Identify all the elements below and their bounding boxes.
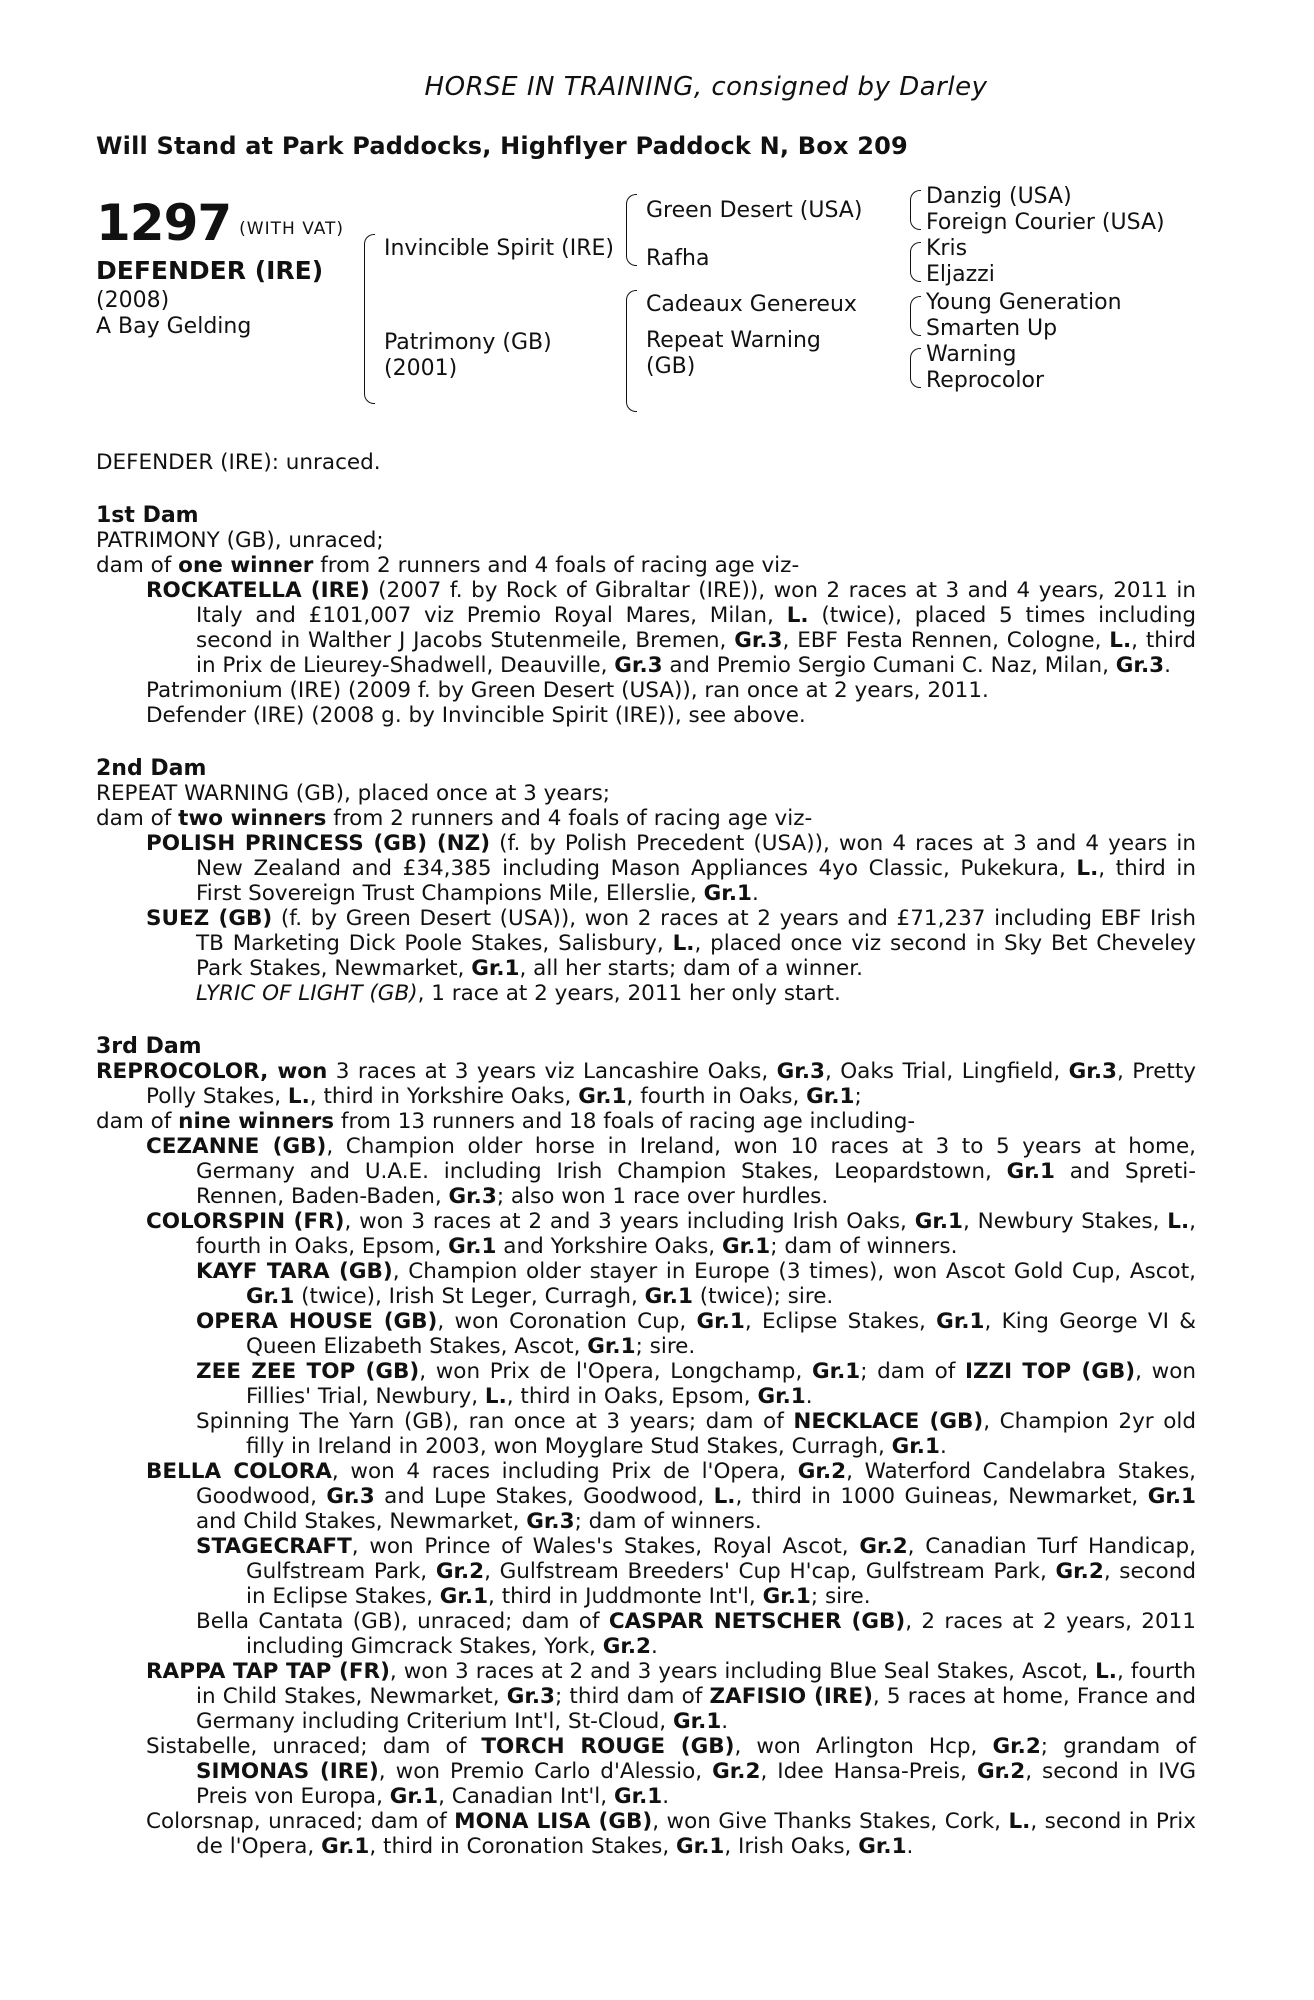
dam-dam-line2: (GB) (646, 354, 696, 379)
dam-summary: REPROCOLOR, won 3 races at 3 years viz Lancashire Oaks, Gr.3, Oaks Trial, Lingfield, Gr.3, Pretty Polly Stakes, L., third in Yorkshire Oaks, Gr.1, fourth in Oaks, Gr.1; (96, 1059, 1197, 1109)
sire: Invincible Spirit (IRE) (384, 236, 614, 261)
produce-entry: Bella Cantata (GB), unraced; dam of CASPAR NETSCHER (GB), 2 races at 2 years, 2011 including Gimcrack Stakes, York, Gr.2. (196, 1609, 1196, 1659)
bracket-gg2 (910, 242, 921, 282)
produce-entry: POLISH PRINCESS (GB) (NZ) (f. by Polish Precedent (USA)), won 4 races at 3 and 4 years in New Zealand and £34,385 including Mason Appliances 4yo Classic, Pukekura, L., third in First Sovereign Trust Champions Mile, Ellerslie, Gr.1. (146, 831, 1196, 906)
horse-name: DEFENDER (IRE) (96, 256, 324, 285)
produce-summary: dam of nine winners from 13 runners and 18 foals of racing age including- (96, 1109, 916, 1134)
produce-entry: ZEE ZEE TOP (GB), won Prix de l'Opera, Longchamp, Gr.1; dam of IZZI TOP (GB), won Fillies' Trial, Newbury, L., third in Oaks, Epsom, Gr.1. (196, 1359, 1196, 1409)
ggp-8: Reprocolor (926, 368, 1044, 393)
produce-entry: LYRIC OF LIGHT (GB), 1 race at 2 years, 2011 her only start. (196, 981, 841, 1006)
produce-entry: COLORSPIN (FR), won 3 races at 2 and 3 years including Irish Oaks, Gr.1, Newbury Stakes, L., fourth in Oaks, Epsom, Gr.1 and Yorkshire Oaks, Gr.1; dam of winners. (146, 1209, 1197, 1259)
page-header: HORSE IN TRAINING, consigned by Darley (424, 72, 988, 102)
sire-dam: Rafha (646, 246, 710, 271)
dam-summary: REPEAT WARNING (GB), placed once at 3 years; (96, 781, 611, 806)
produce-entry: Defender (IRE) (2008 g. by Invincible Spirit (IRE)), see above. (146, 703, 806, 728)
sire-sire: Green Desert (USA) (646, 198, 863, 223)
lot-number: 1297 (96, 194, 232, 252)
produce-entry: CEZANNE (GB), Champion older horse in Ireland, won 10 races at 3 to 5 years at home, Germany and U.A.E. including Irish Champion Stakes, Leopardstown, Gr.1 and Spreti-Rennen, Baden-Baden, Gr.3; also won 1 race over hurdles. (146, 1134, 1197, 1209)
ggp-7: Warning (926, 342, 1017, 367)
produce-entry: ROCKATELLA (IRE) (2007 f. by Rock of Gibraltar (IRE)), won 2 races at 3 and 4 years, 2011 in Italy and £101,007 viz Premio Royal Mares, Milan, L. (twice), placed 5 times including second in Walther J Jacobs Stutenmeile, Bremen, Gr.3, EBF Festa Rennen, Cologne, L., third in Prix de Lieurey-Shadwell, Deauville, Gr.3 and Premio Sergio Cumani C. Naz, Milan, Gr.3. (146, 578, 1196, 678)
bracket-gg1 (910, 190, 921, 230)
third-dam-section (96, 1034, 1196, 1859)
horse-description: A Bay Gelding (96, 314, 252, 339)
section-heading: 1st Dam (96, 503, 199, 528)
dam-dam-line1: Repeat Warning (646, 328, 821, 353)
first-dam-section (96, 503, 1196, 728)
ggp-2: Foreign Courier (USA) (926, 210, 1165, 235)
produce-summary: dam of two winners from 2 runners and 4 foals of racing age viz- (96, 806, 813, 831)
ggp-5: Young Generation (926, 290, 1122, 315)
stand-location: Will Stand at Park Paddocks, Highflyer Paddock N, Box 209 (96, 132, 908, 160)
bracket-gg3 (910, 296, 921, 336)
bracket-sire (626, 194, 637, 266)
ggp-6: Smarten Up (926, 316, 1058, 341)
produce-entry: KAYF TARA (GB), Champion older stayer in Europe (3 times), won Ascot Gold Cup, Ascot, Gr.1 (twice), Irish St Leger, Curragh, Gr.1 (twice); sire. (196, 1259, 1196, 1309)
bracket-gg4 (910, 348, 921, 388)
dam-sire: Cadeaux Genereux (646, 292, 857, 317)
dam-year: (2001) (384, 356, 458, 381)
produce-entry: STAGECRAFT, won Prince of Wales's Stakes, Royal Ascot, Gr.2, Canadian Turf Handicap, Gulfstream Park, Gr.2, Gulfstream Breeders' Cup H'cap, Gulfstream Park, Gr.2, second in Eclipse Stakes, Gr.1, third in Juddmonte Int'l, Gr.1; sire. (196, 1534, 1197, 1609)
ggp-3: Kris (926, 236, 968, 261)
bracket-horse (364, 234, 375, 404)
produce-entry: OPERA HOUSE (GB), won Coronation Cup, Gr.1, Eclipse Stakes, Gr.1, King George VI & Queen Elizabeth Stakes, Ascot, Gr.1; sire. (196, 1309, 1196, 1359)
produce-entry: Colorsnap, unraced; dam of MONA LISA (GB), won Give Thanks Stakes, Cork, L., second in Prix de l'Opera, Gr.1, third in Coronation Stakes, Gr.1, Irish Oaks, Gr.1. (146, 1809, 1196, 1859)
dam: Patrimony (GB) (384, 330, 552, 355)
horse-year: (2008) (96, 288, 170, 313)
section-heading: 3rd Dam (96, 1034, 202, 1059)
unraced-note: DEFENDER (IRE): unraced. (96, 450, 381, 475)
vat-label: (WITH VAT) (239, 219, 345, 239)
produce-entry: Sistabelle, unraced; dam of TORCH ROUGE (GB), won Arlington Hcp, Gr.2; grandam of SIMONAS (IRE), won Premio Carlo d'Alessio, Gr.2, Idee Hansa-Preis, Gr.2, second in IVG Preis von Europa, Gr.1, Canadian Int'l, Gr.1. (146, 1734, 1196, 1809)
section-heading: 2nd Dam (96, 756, 207, 781)
dam-summary: PATRIMONY (GB), unraced; (96, 528, 384, 553)
produce-entry: Patrimonium (IRE) (2009 f. by Green Desert (USA)), ran once at 2 years, 2011. (146, 678, 989, 703)
produce-entry: SUEZ (GB) (f. by Green Desert (USA)), won 2 races at 2 years and £71,237 including EBF Irish TB Marketing Dick Poole Stakes, Salisbury, L., placed once viz second in Sky Bet Cheveley Park Stakes, Newmarket, Gr.1, all her starts; dam of a winner. (146, 906, 1196, 981)
second-dam-section (96, 756, 1196, 1006)
catalogue-page (96, 72, 1196, 1859)
produce-summary: dam of one winner from 2 runners and 4 foals of racing age viz- (96, 553, 800, 578)
ggp-4: Eljazzi (926, 262, 995, 287)
bracket-dam (626, 290, 637, 412)
pedigree-block (96, 184, 1196, 434)
ggp-1: Danzig (USA) (926, 184, 1072, 209)
lot-heading (96, 194, 344, 252)
produce-entry: RAPPA TAP TAP (FR), won 3 races at 2 and 3 years including Blue Seal Stakes, Ascot, L., fourth in Child Stakes, Newmarket, Gr.3; third dam of ZAFISIO (IRE), 5 races at home, France and Germany including Criterium Int'l, St-Cloud, Gr.1. (146, 1659, 1197, 1734)
produce-entry: Spinning The Yarn (GB), ran once at 3 years; dam of NECKLACE (GB), Champion 2yr old filly in Ireland in 2003, won Moyglare Stud Stakes, Curragh, Gr.1. (196, 1409, 1196, 1459)
produce-entry: BELLA COLORA, won 4 races including Prix de l'Opera, Gr.2, Waterford Candelabra Stakes, Goodwood, Gr.3 and Lupe Stakes, Goodwood, L., third in 1000 Guineas, Newmarket, Gr.1 and Child Stakes, Newmarket, Gr.3; dam of winners. (146, 1459, 1196, 1534)
